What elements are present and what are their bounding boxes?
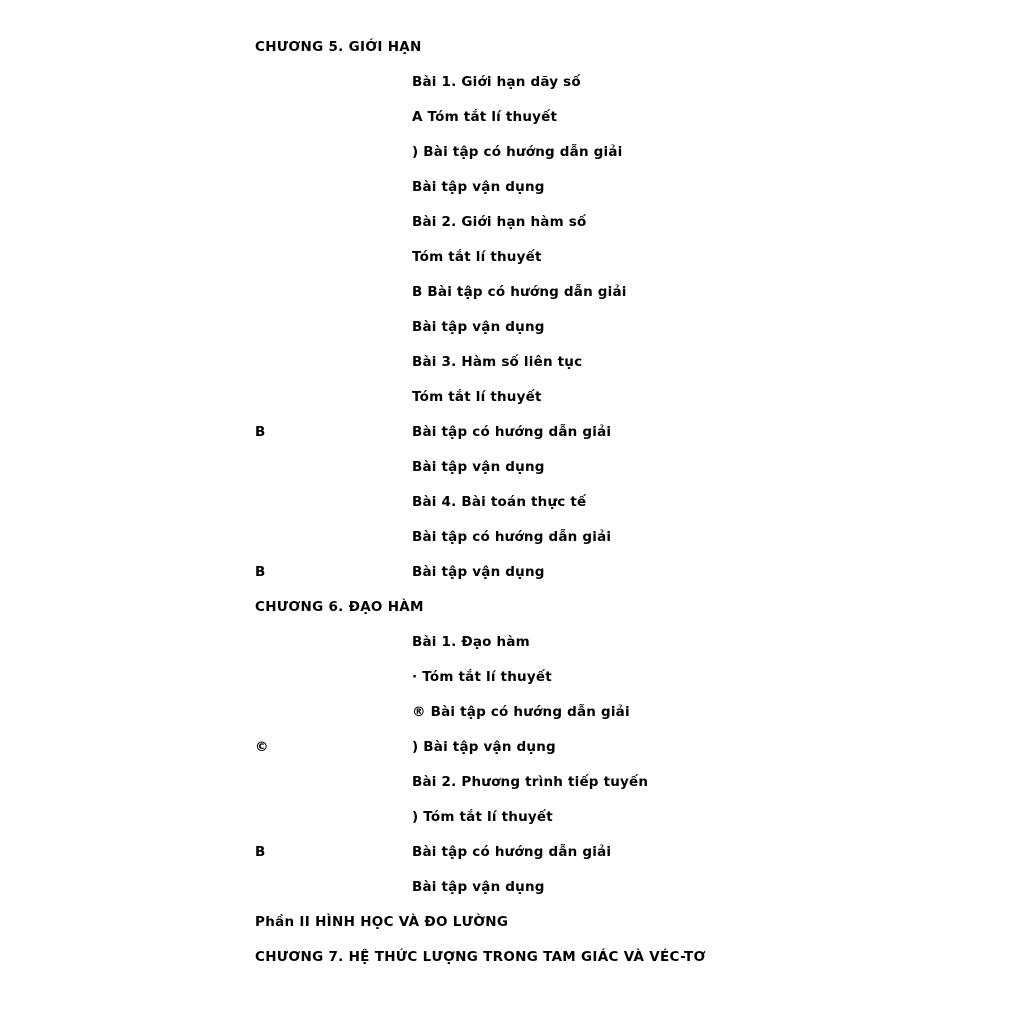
toc-entry: Bài 2. Giới hạn hàm số	[412, 214, 587, 230]
toc-row	[0, 905, 1024, 940]
toc-row	[0, 450, 1024, 485]
toc-entry: Bài tập vận dụng	[412, 459, 545, 475]
toc-row	[0, 380, 1024, 415]
toc-entry: ) Tóm tắt lí thuyết	[412, 809, 553, 825]
toc-row	[0, 695, 1024, 730]
toc-entry: Bài 1. Giới hạn dãy số	[412, 74, 581, 90]
toc-chapter-title: CHƯƠNG 7. HỆ THỨC LƯỢNG TRONG TAM GIÁC VÀ VÉC-TƠ	[255, 949, 706, 965]
toc-entry: ) Bài tập vận dụng	[412, 739, 556, 755]
toc-chapter-title: CHƯƠNG 5. GIỚI HẠN	[255, 39, 422, 55]
toc-entry: Bài 1. Đạo hàm	[412, 634, 530, 650]
toc-row-marker: B	[255, 424, 266, 440]
toc-row	[0, 555, 1024, 590]
toc-entry: Tóm tắt lí thuyết	[412, 389, 542, 405]
toc-row	[0, 870, 1024, 905]
toc-row	[0, 520, 1024, 555]
toc-row	[0, 240, 1024, 275]
toc-row-marker: B	[255, 844, 266, 860]
toc-entry: Bài tập vận dụng	[412, 879, 545, 895]
toc-row	[0, 730, 1024, 765]
toc-row-marker: B	[255, 564, 266, 580]
toc-row	[0, 65, 1024, 100]
toc-row	[0, 590, 1024, 625]
toc-row	[0, 100, 1024, 135]
toc-entry: Bài tập có hướng dẫn giải	[412, 844, 612, 860]
toc-entry: Bài tập có hướng dẫn giải	[412, 529, 612, 545]
toc-row	[0, 310, 1024, 345]
toc-row-marker: ©	[255, 739, 269, 755]
toc-row	[0, 625, 1024, 660]
toc-row	[0, 135, 1024, 170]
toc-entry: Bài tập vận dụng	[412, 179, 545, 195]
toc-entry: ® Bài tập có hướng dẫn giải	[412, 704, 630, 720]
toc-entry: Tóm tắt lí thuyết	[412, 249, 542, 265]
toc-entry: Bài tập có hướng dẫn giải	[412, 424, 612, 440]
toc-row	[0, 275, 1024, 310]
toc-row	[0, 30, 1024, 65]
toc-entry: Bài 4. Bài toán thực tế	[412, 494, 587, 510]
toc-entry: B Bài tập có hướng dẫn giải	[412, 284, 627, 300]
toc-row	[0, 205, 1024, 240]
toc-row	[0, 170, 1024, 205]
toc-entry: · Tóm tắt lí thuyết	[412, 669, 552, 685]
toc-row	[0, 800, 1024, 835]
toc-row	[0, 940, 1024, 975]
toc-row	[0, 345, 1024, 380]
toc-entry: Bài tập vận dụng	[412, 564, 545, 580]
toc-row	[0, 765, 1024, 800]
toc-entry: Bài 2. Phương trình tiếp tuyến	[412, 774, 649, 790]
toc-row	[0, 485, 1024, 520]
toc-entry: Bài tập vận dụng	[412, 319, 545, 335]
toc-part-title: Phần II HÌNH HỌC VÀ ĐO LƯỜNG	[255, 914, 509, 930]
toc-entry: Bài 3. Hàm số liên tục	[412, 354, 583, 370]
toc-row	[0, 835, 1024, 870]
table-of-contents	[0, 30, 1024, 975]
toc-entry: ) Bài tập có hướng dẫn giải	[412, 144, 623, 160]
toc-entry: A Tóm tắt lí thuyết	[412, 109, 558, 125]
toc-row	[0, 415, 1024, 450]
toc-row	[0, 660, 1024, 695]
toc-chapter-title: CHƯƠNG 6. ĐẠO HÀM	[255, 599, 424, 615]
